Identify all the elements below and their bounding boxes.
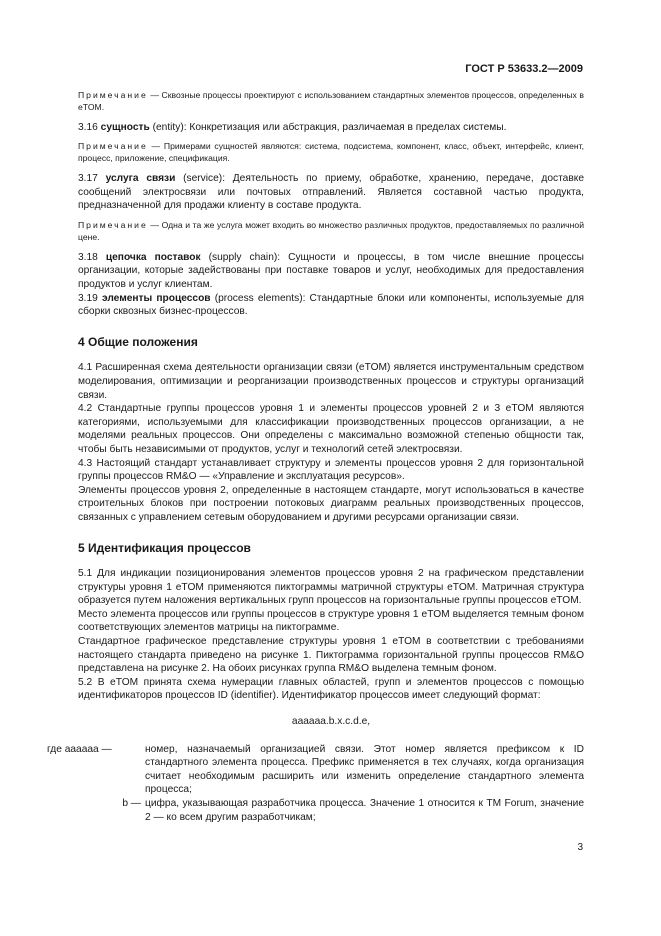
definition-row bbox=[47, 797, 584, 824]
section-heading-5: 5 Идентификация процессов bbox=[78, 540, 251, 555]
term-number: 3.19 bbox=[78, 292, 98, 304]
term-definition: (entity): Конкретизация или абстракция, различаемая в пределах системы. bbox=[149, 121, 507, 133]
paragraph: 5.2 В eTOM принята схема нумерации главных областей, групп и элементов процессов с помощью идентификаторов процессов ID (identifier). Идентификатор процессов имеет следующий формат: bbox=[78, 676, 584, 702]
document-header: ГОСТ Р 53633.2—2009 bbox=[465, 63, 583, 75]
term-number: 3.18 bbox=[78, 251, 98, 263]
paragraph: 4.2 Стандартные группы процессов уровня 1 и элементы процессов уровней 2 и 3 eTOM являются категориями, используемыми для классификации производственных процессов организации, а не моделями реальных процессов. Они определены с максимально возможной степенью общности так, чтобы быть независимыми от продуктов, услуг и технологий сетей электросвязи. bbox=[78, 403, 584, 455]
term-definition: (process elements): Стандартные блоки или компоненты, используемые для сборки сквозных бизнес-процессов. bbox=[78, 292, 584, 318]
paragraph: Место элемента процессов или группы процессов в структуре уровня 1 eTOM выделяется темным фоном соответствующих элементов матрицы на пиктограмме. bbox=[78, 608, 584, 634]
page-content bbox=[47, 90, 584, 824]
term-number: 3.17 bbox=[78, 173, 98, 185]
paragraph: 4.1 Расширенная схема деятельности организации связи (eTOM) является инструментальным средством моделирования, оптимизации и реорганизации производственных процессов и структуры организаций связи. bbox=[78, 362, 584, 401]
note-text: — Сквозные процессы проектируют с использованием стандартных элементов процессов, определенных в eTOM. bbox=[78, 90, 584, 112]
term-3-17 bbox=[78, 172, 584, 213]
term-definition: (supply chain): Сущности и процессы, в том числе внешние процессы организации, которые задействованы при поставке товаров и услуг, необходимых для предоставления продуктов и услуг клиентам. bbox=[78, 251, 584, 290]
term-number: 3.16 bbox=[78, 121, 98, 133]
term-name: сущность bbox=[100, 121, 150, 133]
note bbox=[78, 141, 584, 165]
note bbox=[78, 90, 584, 114]
note-label: Примечание bbox=[78, 90, 148, 100]
paragraph: 5.1 Для индикации позиционирования элементов процессов уровня 2 на графическом представлении структуры уровня 1 eTOM применяются пиктограммы матричной структуры eTOM. Матричная структура образуется путем наложения вертикальных групп процессов на горизонтальные группы процессов eTOM. bbox=[78, 568, 584, 607]
paragraph: 4.3 Настоящий стандарт устанавливает структуру и элементы процессов уровня 2 для горизонтальной группы процессов RM&O — «Управление и эксплуатация ресурсов». bbox=[78, 457, 584, 483]
note-text: — Одна и та же услуга может входить во множество различных продуктов, предоставляемых по различной цене. bbox=[78, 220, 584, 242]
page-number: 3 bbox=[577, 842, 583, 853]
term-3-16 bbox=[78, 121, 584, 135]
definition-text: номер, назначаемый организацией связи. Этот номер является префиксом к ID стандартного элемента процесса. Префикс применяется в тех случаях, когда организация считает необходимым расширить или изменить определение стандартного элемента процесса; bbox=[145, 743, 584, 796]
term-name: услуга связи bbox=[105, 173, 176, 185]
definition-label: b — bbox=[122, 798, 141, 809]
note-label: Примечание bbox=[78, 141, 148, 152]
term-name: элементы процессов bbox=[101, 292, 211, 304]
id-format-formula: aaaaaa.b.x.c.d.e, bbox=[291, 716, 371, 728]
note-text: — Примерами сущностей являются: система, подсистема, компонент, класс, объект, интерфейс, клиент, процесс, приложение, спецификация. bbox=[78, 141, 584, 164]
term-3-19 bbox=[78, 292, 584, 319]
term-name: цепочка поставок bbox=[105, 251, 201, 263]
paragraph: Элементы процессов уровня 2, определенные в настоящем стандарте, могут использоваться в качестве строительных блоков при построении потоковых диаграмм реальных производственных процессов, связанных с управлением сетевым оборудованием и другими ресурсами организации связи. bbox=[78, 484, 584, 523]
definition-label: где аааааа — bbox=[47, 743, 112, 755]
definition-text: цифра, указывающая разработчика процесса. Значение 1 относится к TM Forum, значение 2 — ко всем другим разработчикам; bbox=[145, 798, 584, 823]
term-3-18 bbox=[78, 251, 584, 292]
definition-row bbox=[47, 743, 584, 797]
paragraph: Стандартное графическое представление структуры уровня 1 eTOM в соответствии с требованиями настоящего стандарта приведено на рисунке 1. Пиктограмма горизонтальной группы процессов RM&O представлена на рисунке 2. На обоих рисунках группа RM&O выделена темным фоном. bbox=[78, 636, 584, 675]
term-definition: (service): Деятельность по приему, обработке, хранению, передаче, доставке сообщений электросвязи или почтовых отправлений. Является составной частью продукта, предназначенной для продажи клиенту в составе продукта. bbox=[78, 173, 584, 212]
note-label: Примечание bbox=[78, 220, 148, 230]
section-heading-4: 4 Общие положения bbox=[78, 334, 198, 349]
note bbox=[78, 220, 584, 244]
